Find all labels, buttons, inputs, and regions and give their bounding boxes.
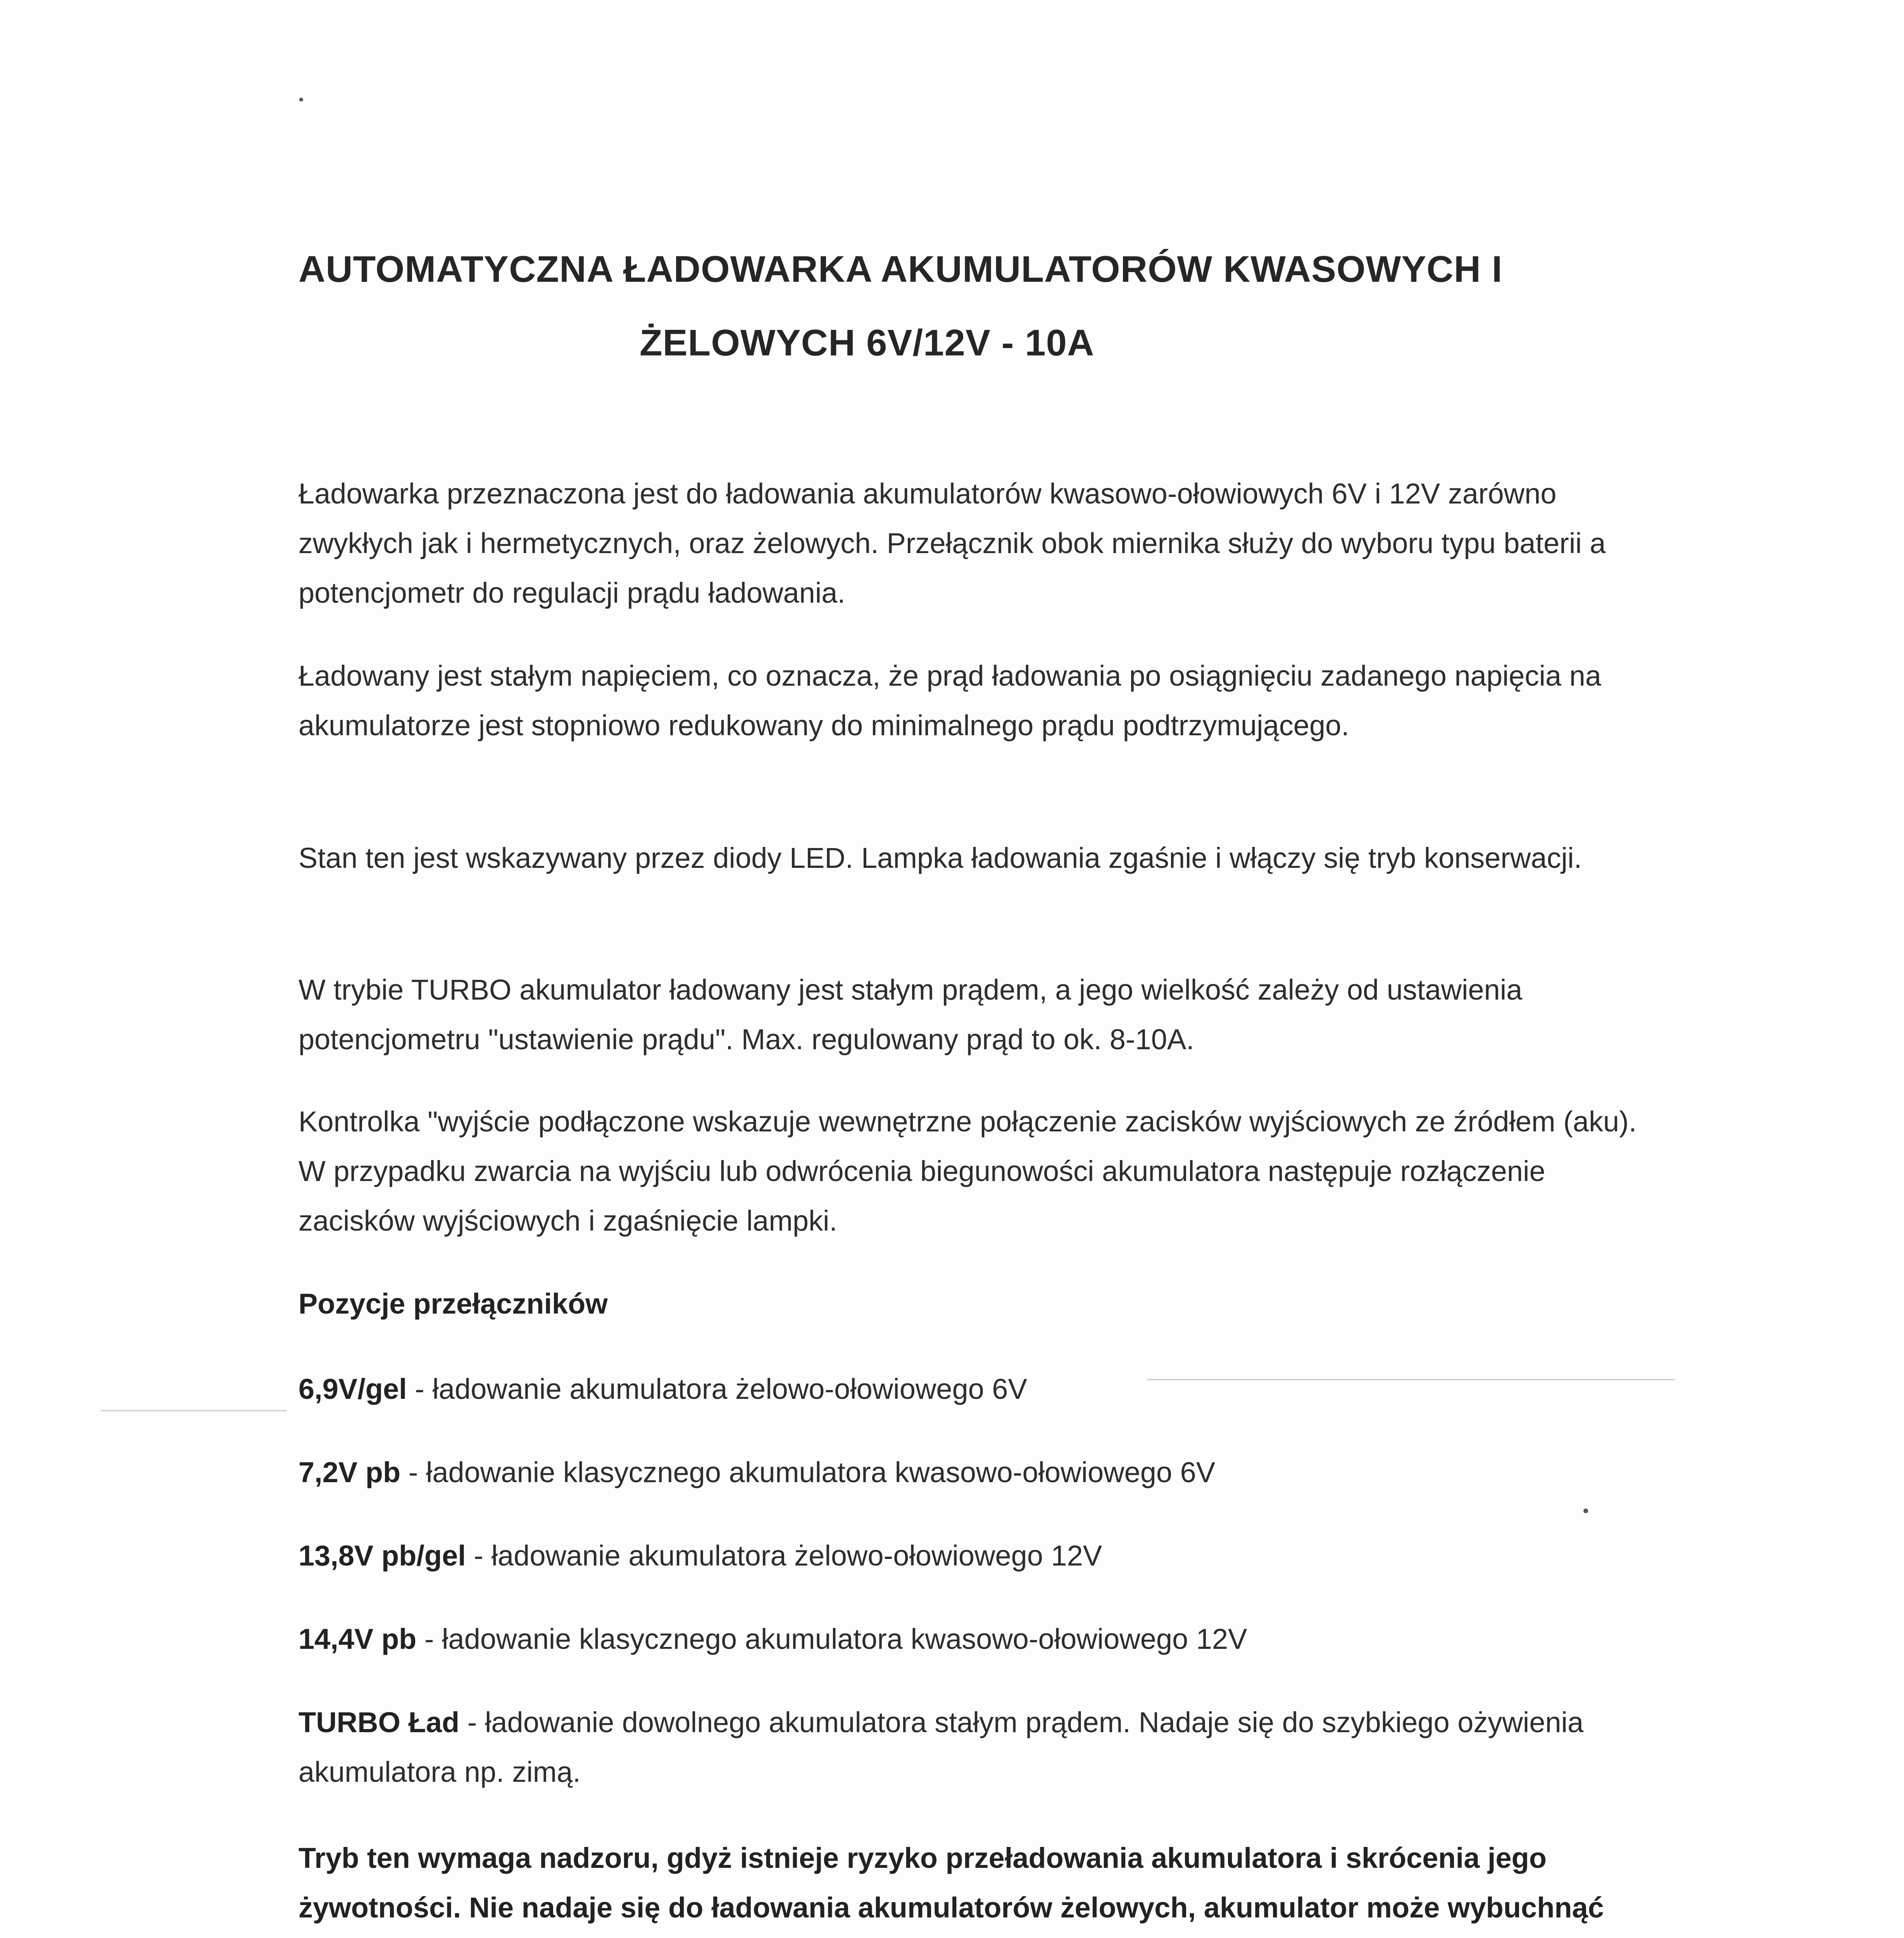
warning-paragraph (298, 1833, 1647, 1938)
section-heading (298, 1279, 1647, 1329)
position-description: - ładowanie akumulatora żelowo-ołowiowego 6V (407, 1373, 1027, 1405)
position-label: 7,2V pb (298, 1456, 401, 1488)
paragraph-text: Ładowany jest stałym napięciem, co oznacza, że prąd ładowania po osiągnięciu zadanego napięcia na akumulatorze jest stopniowo redukowany do minimalnego prądu podtrzymującego. (298, 660, 1601, 741)
paragraph-led-status (298, 833, 1647, 883)
paragraph-intro (298, 469, 1647, 618)
paragraph-text: W trybie TURBO akumulator ładowany jest stałym prądem, a jego wielkość zależy od ustawienia potencjometru "ustawienie prądu". Max. regulowany prąd to ok. 8-10A. (298, 974, 1523, 1055)
document-title (298, 233, 1694, 380)
position-description: - ładowanie klasycznego akumulatora kwasowo-ołowiowego 6V (400, 1456, 1216, 1488)
paragraph-output-indicator (298, 1097, 1647, 1246)
position-description: - ładowanie dowolnego akumulatora stałym prądem. Nadaje się do szybkiego ożywienia akumulatora np. zimą. (298, 1706, 1584, 1788)
switch-position-item (298, 1614, 1647, 1664)
scan-speck (299, 98, 303, 102)
paragraph-text: Stan ten jest wskazywany przez diody LED. Lampka ładowania zgaśnie i włączy się tryb konserwacji. (298, 842, 1582, 874)
paragraph-text: Kontrolka "wyjście podłączone wskazuje wewnętrzne połączenie zacisków wyjściowych ze źródłem (aku). W przypadku zwarcia na wyjściu lub odwrócenia biegunowości akumulatora następuje rozłączenie zacisków wyjściowych i zgaśnięcie lampki. (298, 1105, 1637, 1237)
position-label: TURBO Ład (298, 1706, 460, 1738)
paragraph-turbo-mode (298, 965, 1647, 1064)
position-description: - ładowanie akumulatora żelowo-ołowiowego 12V (466, 1540, 1102, 1572)
paragraph-constant-voltage (298, 651, 1647, 750)
warning-text: Tryb ten wymaga nadzoru, gdyż istnieje ryzyko przeładowania akumulatora i skrócenia jego żywotności. Nie nadaje się do ładowania akumulatorów żelowych, akumulator może wybuchnąć (298, 1842, 1604, 1924)
switch-position-item (298, 1698, 1647, 1797)
position-label: 6,9V/gel (298, 1373, 407, 1405)
switch-position-item (298, 1531, 1647, 1581)
scan-speck (1583, 1509, 1588, 1513)
switch-position-item (298, 1364, 1647, 1414)
paragraph-text: Ładowarka przeznaczona jest do ładowania akumulatorów kwasowo-ołowiowych 6V i 12V zarówno zwykłych jak i hermetycznych, oraz żelowych. Przełącznik obok miernika służy do wyboru typu baterii a potencjometr do regulacji prądu ładowania. (298, 478, 1606, 609)
position-label: 14,4V pb (298, 1623, 417, 1655)
switch-position-item (298, 1448, 1647, 1497)
title-line-1: AUTOMATYCZNA ŁADOWARKA AKUMULATORÓW KWASOWYCH I (298, 248, 1503, 290)
title-line-2: ŻELOWYCH 6V/12V - 10A (640, 322, 1095, 364)
position-description: - ładowanie klasycznego akumulatora kwasowo-ołowiowego 12V (416, 1623, 1247, 1655)
scan-artifact-line (101, 1410, 287, 1411)
position-label: 13,8V pb/gel (298, 1540, 466, 1572)
section-heading-text: Pozycje przełączników (298, 1288, 608, 1320)
